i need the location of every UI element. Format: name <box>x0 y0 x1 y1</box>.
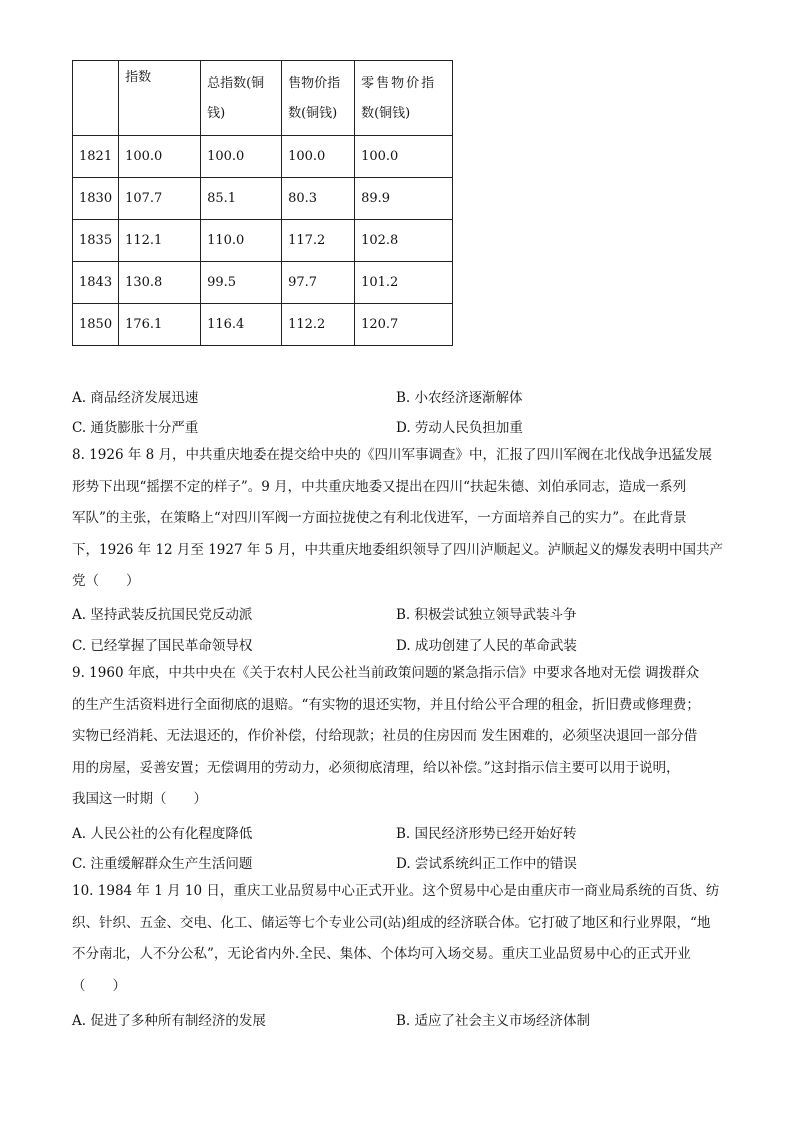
table-cell: 99.5 <box>201 262 282 304</box>
q8-option-a[interactable]: A. 坚持武装反抗国民党反动派 <box>72 607 253 623</box>
q9-line: 用的房屋，妥善安置；无偿调用的劳动力，必须彻底清理，给以补偿。”这封指示信主要可以用于说明， <box>72 759 680 776</box>
q9-option-d[interactable]: D. 尝试系统纠正工作中的错误 <box>396 856 577 872</box>
table-cell: 101.2 <box>355 262 453 304</box>
q9-option-a[interactable]: A. 人民公社的公有化程度降低 <box>72 826 253 842</box>
table-cell: 89.9 <box>355 178 453 220</box>
table-header-cell <box>73 61 119 136</box>
q7-option-c[interactable]: C. 通货膨胀十分严重 <box>72 420 199 436</box>
table-cell: 1821 <box>73 136 119 178</box>
table-cell: 110.0 <box>201 220 282 262</box>
q7-option-b[interactable]: B. 小农经济逐渐解体 <box>396 390 523 406</box>
table-header-cell: 指数 <box>119 61 201 136</box>
table-row <box>73 304 453 346</box>
table-cell: 100.0 <box>201 136 282 178</box>
q9-line: 9. 1960 年底，中共中央在《关于农村人民公社当前政策问题的紧急指示信》中要求各地对无偿 调拨群众 <box>72 665 700 681</box>
q8-option-c[interactable]: C. 已经掌握了国民革命领导权 <box>72 638 253 654</box>
q9-line: 实物已经消耗、无法退还的，作价补偿，付给现款；社员的住房因而 发生困难的，必须坚决退回一部分借 <box>72 728 698 744</box>
q9-line: 我国这一时期（ ） <box>72 791 207 807</box>
table-cell: 97.7 <box>282 262 355 304</box>
table-cell: 112.2 <box>282 304 355 346</box>
q10-option-b[interactable]: B. 适应了社会主义市场经济体制 <box>396 1013 591 1029</box>
q8-line: 党（ ） <box>72 573 140 589</box>
table-cell: 85.1 <box>201 178 282 220</box>
table-cell: 117.2 <box>282 220 355 262</box>
table-cell: 130.8 <box>119 262 201 304</box>
table-cell: 112.1 <box>119 220 201 262</box>
table-cell: 1835 <box>73 220 119 262</box>
q7-option-a[interactable]: A. 商品经济发展迅速 <box>72 390 199 406</box>
q9-line: 的生产生活资料进行全面彻底的退赔。“有实物的退还实物，并且付给公平合理的租金，折旧费或修理费； <box>72 696 700 713</box>
q8-option-d[interactable]: D. 成功创建了人民的革命武装 <box>396 638 577 654</box>
table-cell: 100.0 <box>119 136 201 178</box>
price-index-table <box>72 60 453 346</box>
table-cell: 100.0 <box>282 136 355 178</box>
table-cell: 116.4 <box>201 304 282 346</box>
q9-option-c[interactable]: C. 注重缓解群众生产生活问题 <box>72 856 253 872</box>
question-8 <box>72 440 732 598</box>
table-header-cell: 总指数(铜 钱) <box>201 61 282 136</box>
table-cell: 102.8 <box>355 220 453 262</box>
q8-line: 形势下出现“摇摆不定的样子”。9 月，中共重庆地委又提出在四川“扶起朱德、刘伯承同志，造成一系列 <box>72 478 687 495</box>
table-header-row <box>73 61 453 136</box>
q10-line: 10. 1984 年 1 月 10 日，重庆工业品贸易中心正式开业。这个贸易中心是由重庆市一商业局系统的百货、纺 <box>72 883 720 899</box>
table-cell: 100.0 <box>355 136 453 178</box>
table-cell: 1843 <box>73 262 119 304</box>
q8-line: 下，1926 年 12 月至 1927 年 5 月，中共重庆地委组织领导了四川泸顺起义。泸顺起义的爆发表明中国共产 <box>72 541 724 558</box>
table-cell: 1850 <box>73 304 119 346</box>
q10-line: （ ） <box>72 977 126 994</box>
table-row <box>73 220 453 262</box>
q10-line: 不分南北，人不分公私”，无论省内外.全民、集体、个体均可入场交易。重庆工业品贸易中心的正式开业 <box>72 946 691 962</box>
question-10 <box>72 876 732 1002</box>
table-cell: 120.7 <box>355 304 453 346</box>
table-header-cell: 售物价指 数(铜钱) <box>282 61 355 136</box>
q7-option-d[interactable]: D. 劳动人民负担加重 <box>396 420 523 436</box>
q10-option-a[interactable]: A. 促进了多种所有制经济的发展 <box>72 1013 266 1029</box>
table-cell: 107.7 <box>119 178 201 220</box>
q8-line: 军队”的主张，在策略上“对四川军阀一方面拉拢使之有利北伐进军，一方面培养自己的实力”。在此背景 <box>72 510 687 526</box>
table-row <box>73 178 453 220</box>
question-9 <box>72 658 732 816</box>
table-row <box>73 262 453 304</box>
table-cell: 80.3 <box>282 178 355 220</box>
q9-option-b[interactable]: B. 国民经济形势已经开始好转 <box>396 826 577 842</box>
table-cell: 176.1 <box>119 304 201 346</box>
table-cell: 1830 <box>73 178 119 220</box>
q8-option-b[interactable]: B. 积极尝试独立领导武装斗争 <box>396 607 577 623</box>
q8-line: 8. 1926 年 8 月，中共重庆地委在提交给中央的《四川军事调查》中，汇报了四川军阀在北伐战争迅猛发展 <box>72 447 712 463</box>
table-row <box>73 136 453 178</box>
q10-line: 织、针织、五金、交电、化工、储运等七个专业公司(站)组成的经济联合体。它打破了地区和行业界限，“地 <box>72 914 711 931</box>
table-header-cell: 零售物价指 数(铜钱) <box>355 61 453 136</box>
